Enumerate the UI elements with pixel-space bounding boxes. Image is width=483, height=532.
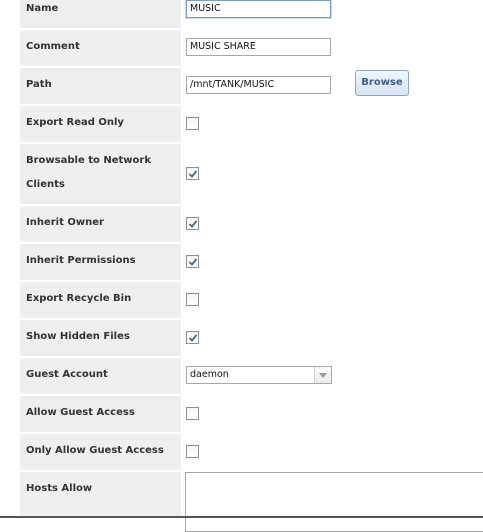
show-hidden-files-checkbox[interactable] [186,331,199,344]
row-export-read-only [20,106,483,142]
browsable-label-line1: Browsable to Network [26,155,151,166]
row-inherit-owner [20,206,483,242]
row-comment [20,30,483,66]
export-recycle-bin-label: Export Recycle Bin [26,293,132,304]
row-browsable [20,144,483,204]
only-allow-guest-access-label: Only Allow Guest Access [26,445,164,456]
guest-account-select[interactable] [186,366,332,384]
allow-guest-access-label: Allow Guest Access [26,407,135,418]
browse-button[interactable]: Browse [355,70,409,96]
checkmark-icon [188,333,198,343]
row-show-hidden-files [20,320,483,356]
inherit-permissions-checkbox[interactable] [186,255,199,268]
row-path [20,68,483,104]
export-recycle-bin-checkbox[interactable] [186,293,199,306]
browsable-checkbox[interactable] [186,167,199,180]
hosts-allow-textarea[interactable] [185,472,483,532]
path-label: Path [26,79,52,90]
name-label: Name [26,3,59,14]
row-guest-account [20,358,483,394]
guest-account-label: Guest Account [26,369,108,380]
export-read-only-label: Export Read Only [26,117,124,128]
only-allow-guest-access-checkbox[interactable] [186,445,199,458]
bottom-divider [0,516,483,518]
row-export-recycle-bin [20,282,483,318]
chevron-down-icon[interactable] [314,367,331,383]
row-name [20,0,483,28]
inherit-permissions-label: Inherit Permissions [26,255,136,266]
row-inherit-permissions [20,244,483,280]
inherit-owner-label: Inherit Owner [26,217,104,228]
allow-guest-access-checkbox[interactable] [186,407,199,420]
checkmark-icon [188,219,198,229]
comment-label: Comment [26,41,80,52]
export-read-only-checkbox[interactable] [186,117,199,130]
row-hosts-allow [20,472,483,516]
path-input[interactable]: /mnt/TANK/MUSIC [186,76,331,94]
row-only-allow-guest-access [20,434,483,470]
show-hidden-files-label: Show Hidden Files [26,331,130,342]
browsable-label-line2: Clients [26,179,65,190]
checkmark-icon [188,257,198,267]
hosts-allow-label: Hosts Allow [26,483,93,494]
name-input[interactable]: MUSIC [186,0,331,18]
inherit-owner-checkbox[interactable] [186,217,199,230]
comment-input[interactable]: MUSIC SHARE [186,38,331,56]
row-allow-guest-access [20,396,483,432]
guest-account-value: daemon [190,369,229,380]
checkmark-icon [188,169,198,179]
